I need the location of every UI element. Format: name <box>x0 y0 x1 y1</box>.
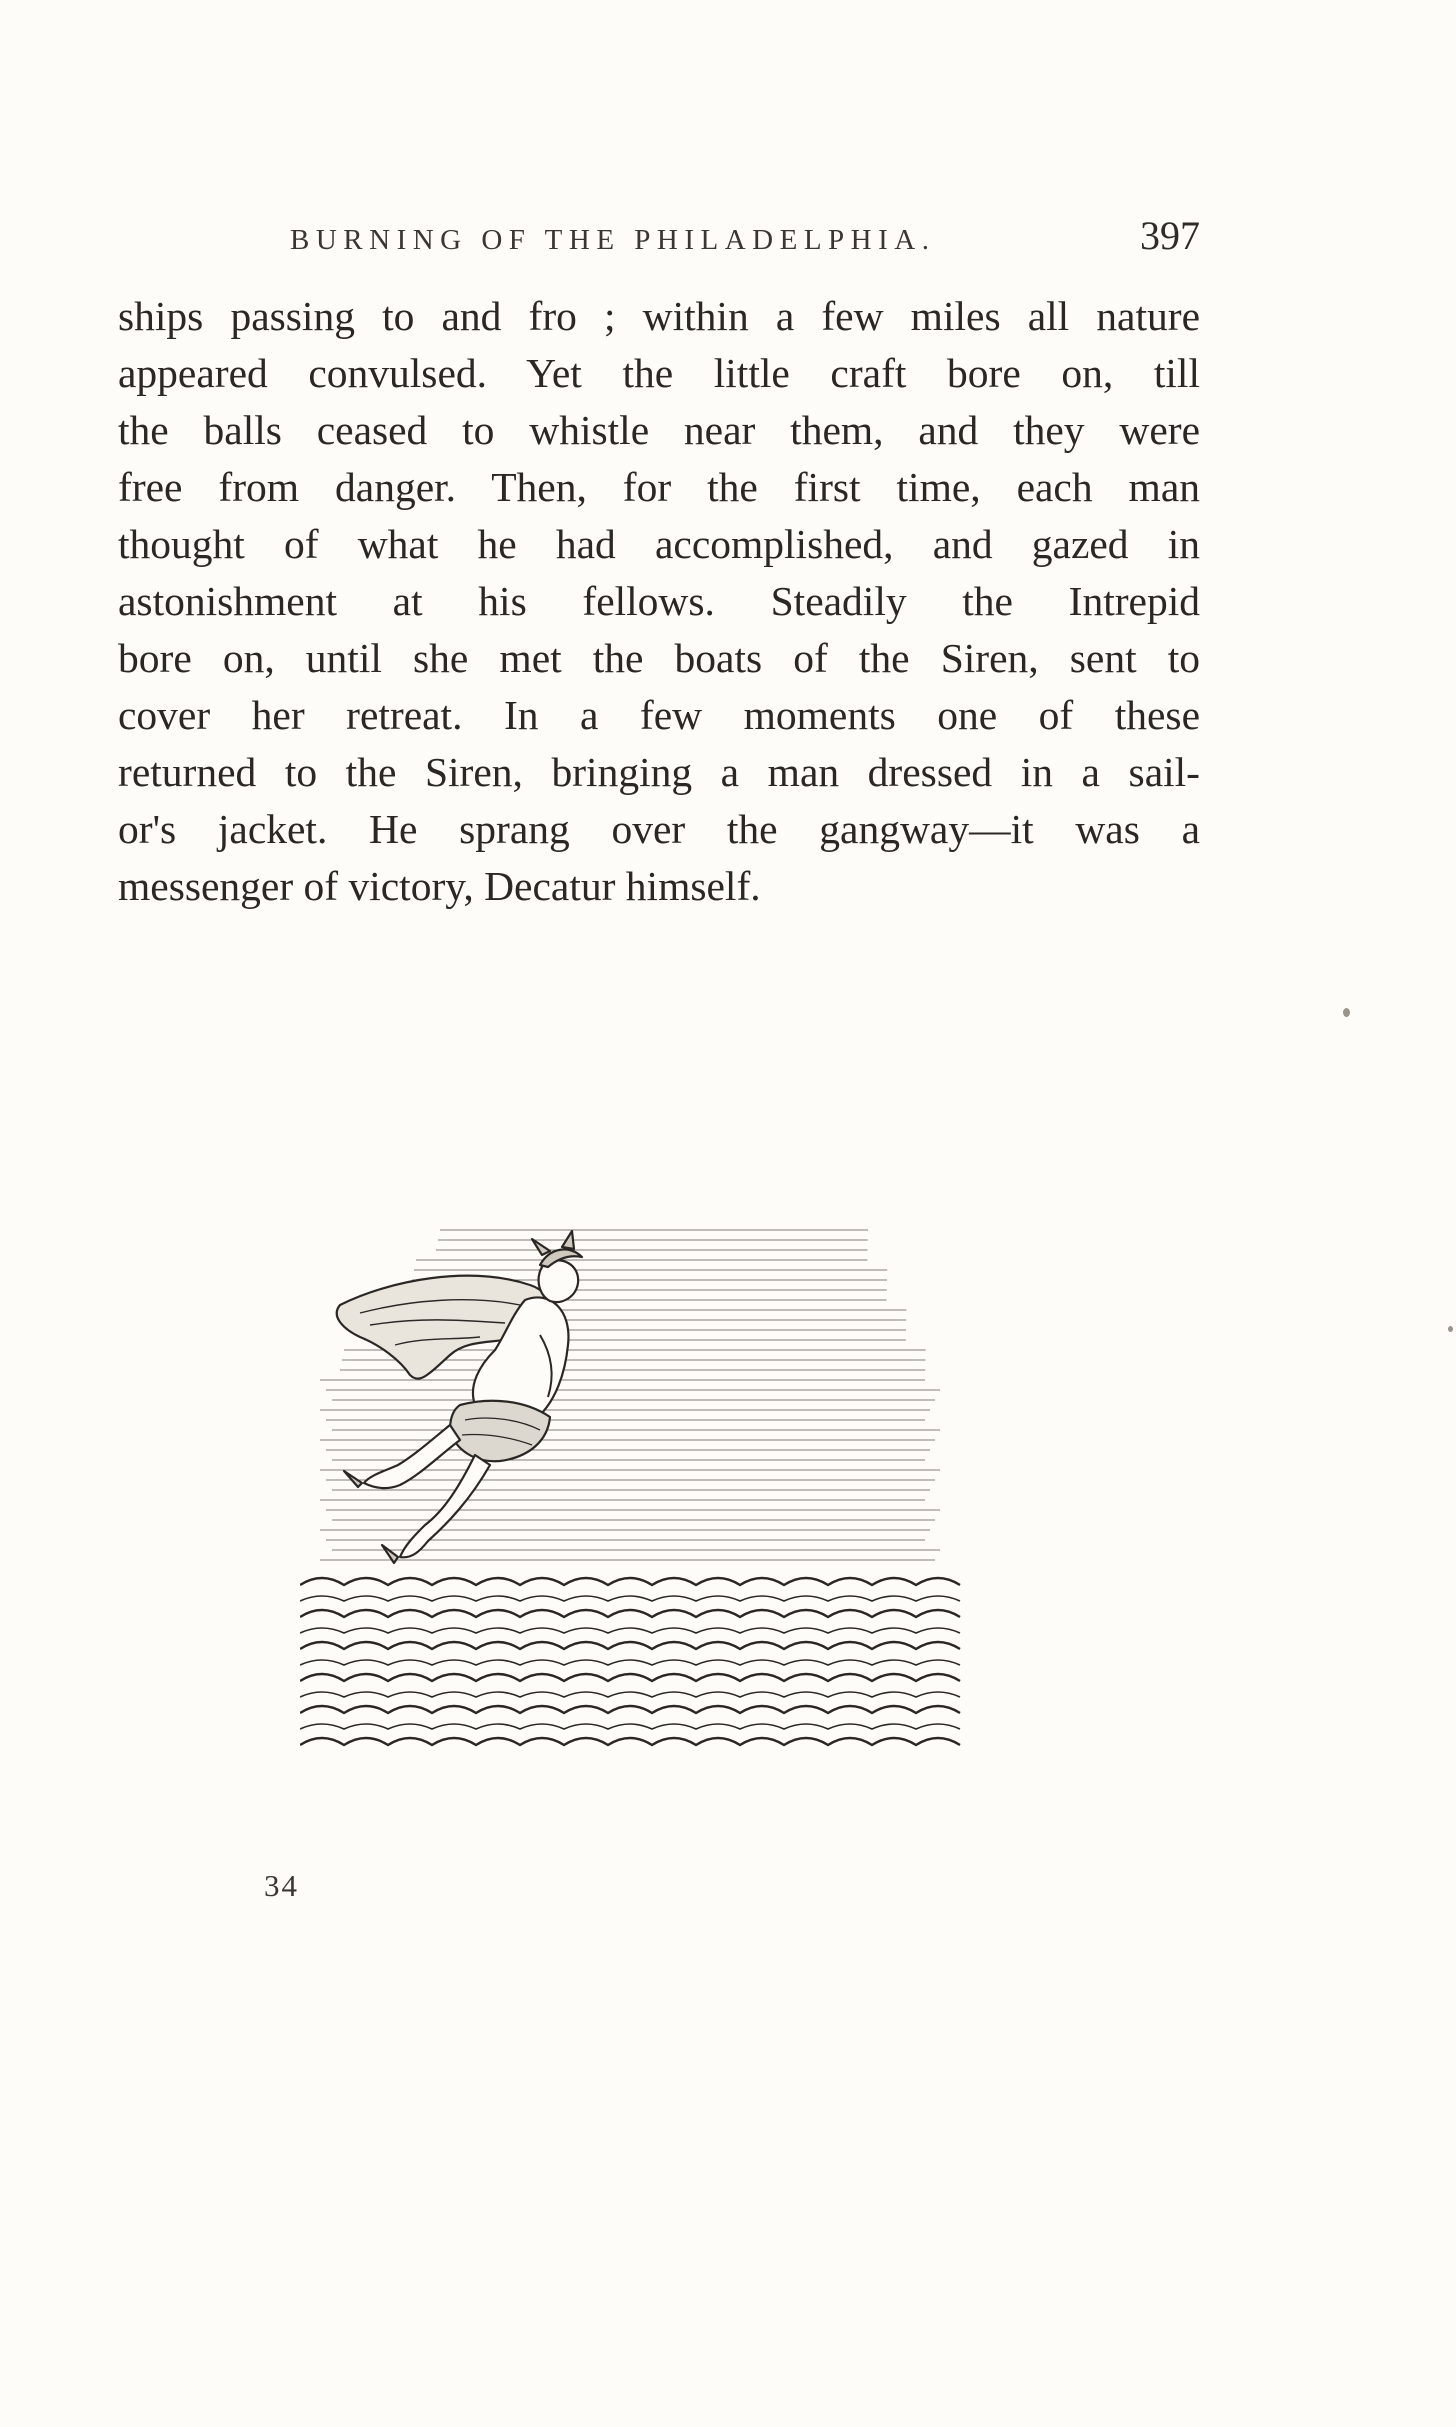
body-paragraph <box>118 288 1200 915</box>
text-line: appeared convulsed. Yet the little craft bore on, till <box>118 350 1200 396</box>
text-line: or's jacket. He sprang over the gangway—it was a <box>118 806 1200 852</box>
running-head <box>118 212 1200 260</box>
text-line: returned to the Siren, bringing a man dressed in a sail- <box>118 749 1200 795</box>
running-title: BURNING OF THE PHILADELPHIA. <box>290 224 936 256</box>
text-line: free from danger. Then, for the first time, each man <box>118 464 1200 510</box>
sea-waves <box>300 1578 960 1745</box>
flying-figure <box>337 1231 582 1563</box>
paper-speck <box>1343 1008 1350 1017</box>
paper-speck <box>1448 1326 1453 1332</box>
page-number: 397 <box>1140 213 1200 258</box>
text-line: ships passing to and fro ; within a few miles all nature <box>118 293 1200 339</box>
sky-hatching <box>320 1230 940 1560</box>
text-line: bore on, until she met the boats of the Siren, sent to <box>118 635 1200 681</box>
messenger-engraving-illustration <box>300 1225 980 1780</box>
text-line: astonishment at his fellows. Steadily the Intrepid <box>118 578 1200 624</box>
text-line: messenger of victory, Decatur himself. <box>118 863 761 909</box>
text-line: the balls ceased to whistle near them, and they were <box>118 407 1200 453</box>
text-line: thought of what he had accomplished, and gazed in <box>118 521 1200 567</box>
printer-signature-mark: 34 <box>264 1868 299 1903</box>
text-line: cover her retreat. In a few moments one of these <box>118 692 1200 738</box>
